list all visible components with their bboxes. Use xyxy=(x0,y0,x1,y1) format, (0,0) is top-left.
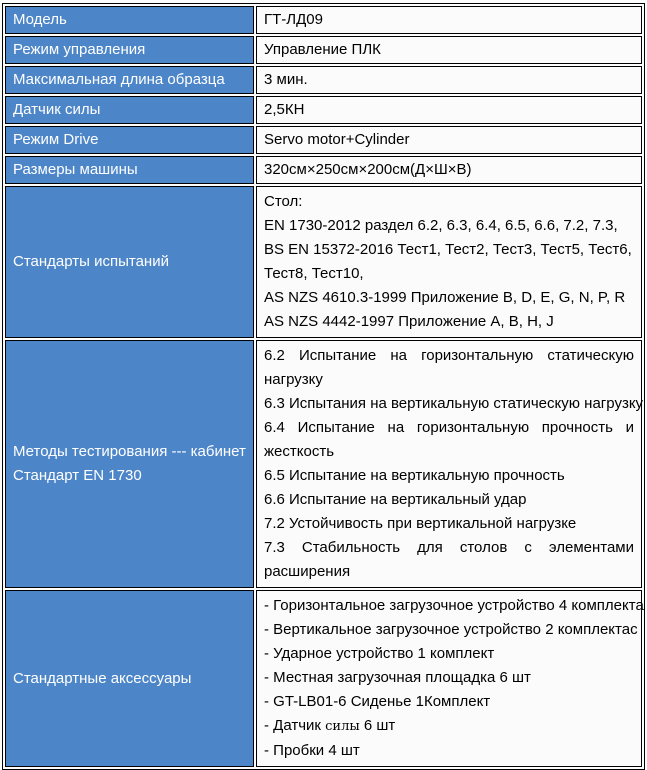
table-row xyxy=(5,96,642,124)
row-value-cell xyxy=(256,590,642,767)
value-line: 6.3 Испытания на вертикальную статическую нагрузку xyxy=(264,395,644,412)
row-label-cell: Максимальная длина образца xyxy=(5,66,254,94)
value-line: 2,5КН xyxy=(264,101,305,118)
row-label-cell: Размеры машины xyxy=(5,156,254,184)
row-label-cell: Режим управления xyxy=(5,36,254,64)
value-line: EN 1730-2012 раздел 6.2, 6.3, 6.4, 6.5, 6.6, 7.2, 7.3, xyxy=(264,217,618,234)
row-value-cell xyxy=(256,156,642,184)
row-label-cell: Стандартные аксессуары xyxy=(5,590,254,767)
value-line xyxy=(264,714,634,739)
value-segment: - Датчик xyxy=(264,717,326,734)
page xyxy=(0,3,647,759)
value-line: 6.6 Испытание на вертикальный удар xyxy=(264,491,527,508)
table-row xyxy=(5,156,642,184)
table-row xyxy=(5,6,642,34)
table-row xyxy=(5,186,642,338)
row-value-cell xyxy=(256,340,642,588)
row-label-cell: Методы тестирования --- кабинет Стандарт EN 1730 xyxy=(5,340,254,588)
value-segment: 6 шт xyxy=(359,717,396,734)
value-line: - Вертикальное загрузочное устройство 2 комплектас xyxy=(264,621,638,638)
value-line: AS NZS 4442-1997 Приложение A, B, H, J xyxy=(264,313,554,330)
table-row xyxy=(5,66,642,94)
value-line: нагрузку xyxy=(264,371,323,388)
value-line: расширения xyxy=(264,563,351,580)
value-line: Управление ПЛК xyxy=(264,41,381,58)
value-line: 6.2 Испытание на горизонтальную статическую xyxy=(264,347,634,364)
spec-table-body xyxy=(5,6,642,767)
value-line: - Местная загрузочная площадка 6 шт xyxy=(264,669,531,686)
value-line: 3 мин. xyxy=(264,71,308,88)
row-value-cell xyxy=(256,6,642,34)
value-line: жесткость xyxy=(264,443,335,460)
value-line: - GT-LB01-6 Сиденье 1Комплект xyxy=(264,693,491,710)
row-value-cell xyxy=(256,66,642,94)
value-line: Тест8, Тест10, xyxy=(264,265,364,282)
row-value-cell xyxy=(256,126,642,154)
row-value-cell xyxy=(256,186,642,338)
value-line: AS NZS 4610.3-1999 Приложение B, D, E, G, N, P, R xyxy=(264,289,626,306)
value-line: Стол: xyxy=(264,193,303,210)
row-label-cell: Датчик силы xyxy=(5,96,254,124)
value-line: 6.4 Испытание на горизонтальную прочность и xyxy=(264,419,634,436)
value-line: 320см×250см×200см(Д×Ш×В) xyxy=(264,161,472,178)
value-line: 6.5 Испытание на вертикальную прочность xyxy=(264,467,565,484)
value-line: ГТ-ЛД09 xyxy=(264,11,323,28)
table-row xyxy=(5,340,642,588)
specification-table xyxy=(2,3,645,770)
value-line: 7.3 Стабильность для столов с элементами xyxy=(264,539,634,556)
value-line: Servo motor+Cylinder xyxy=(264,131,410,148)
row-label-cell: Стандарты испытаний xyxy=(5,186,254,338)
table-row xyxy=(5,126,642,154)
value-line: - Горизонтальное загрузочное устройство 4 комплекта xyxy=(264,597,644,614)
table-row xyxy=(5,590,642,767)
row-value-cell xyxy=(256,96,642,124)
value-line: 7.2 Устойчивость при вертикальной нагрузке xyxy=(264,515,577,532)
row-label-cell: Режим Drive xyxy=(5,126,254,154)
value-line: - Ударное устройство 1 комплект xyxy=(264,645,495,662)
row-value-cell xyxy=(256,36,642,64)
value-line: BS EN 15372-2016 Тест1, Тест2, Тест3, Тест5, Тест6, xyxy=(264,241,632,258)
value-segment-alt: силы xyxy=(325,719,360,734)
row-label-cell: Модель xyxy=(5,6,254,34)
value-line: - Пробки 4 шт xyxy=(264,742,360,759)
table-row xyxy=(5,36,642,64)
